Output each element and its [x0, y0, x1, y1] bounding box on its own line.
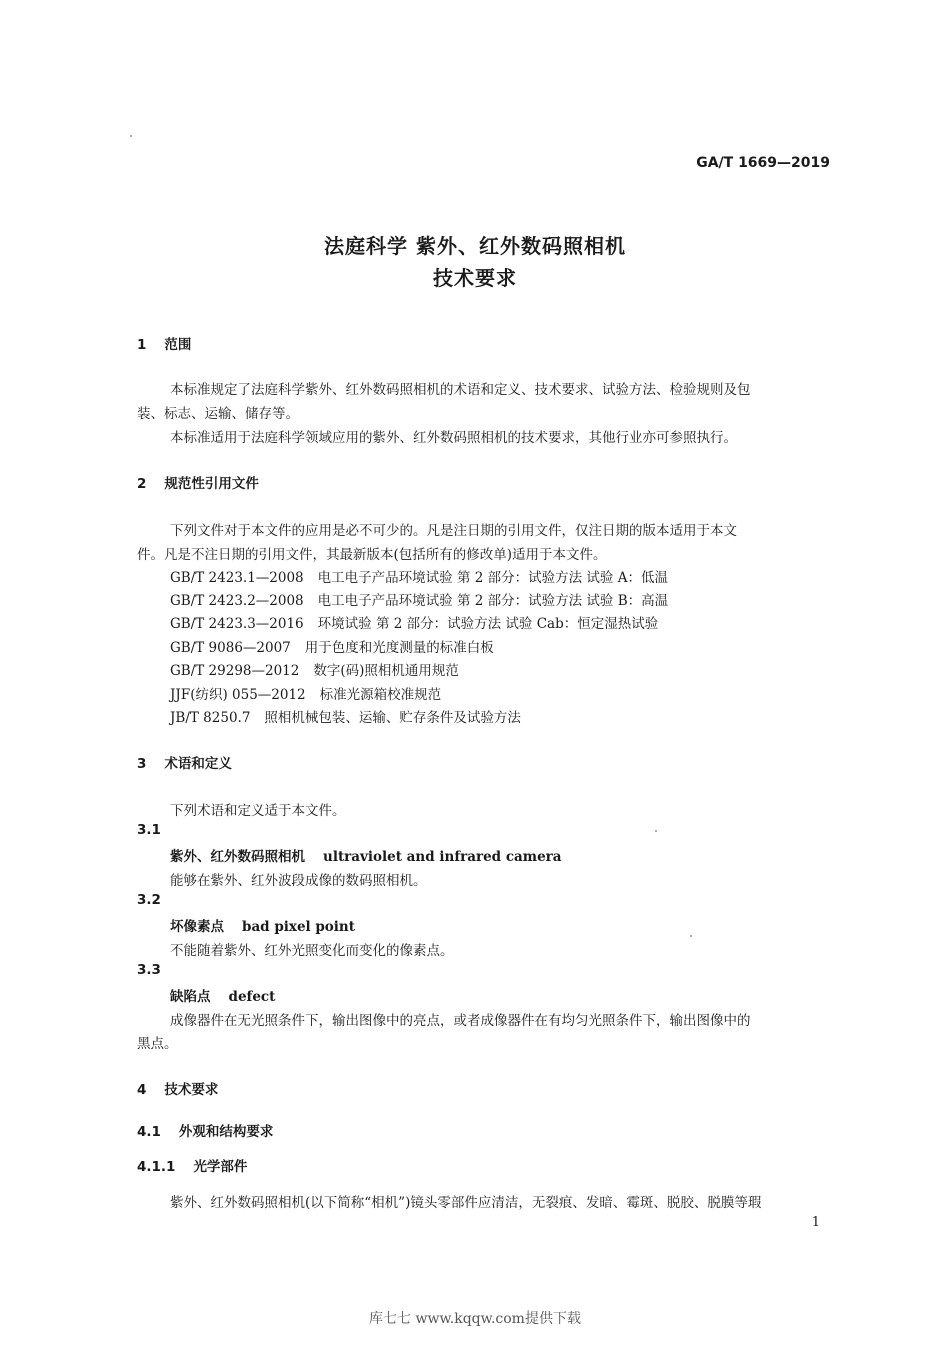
section-title: 外观和结构要求 — [178, 1124, 274, 1140]
subsection-4-1-1-heading — [137, 1155, 247, 1175]
section-title: 范围 — [164, 337, 192, 353]
section-number: 3 — [137, 756, 147, 772]
section-number: 4.1.1 — [137, 1159, 176, 1175]
term-number: 3.3 — [137, 962, 161, 978]
section-number: 2 — [137, 476, 147, 492]
term-number: 3.2 — [137, 892, 161, 908]
document-title-line1: 法庭科学 紫外、红外数码照相机 — [324, 234, 626, 258]
term-definition: 不能随着紫外、红外光照变化而变化的像素点。 — [170, 943, 454, 959]
reference-code: GB/T 2423.2—2008 — [170, 593, 304, 609]
s1-paragraph-2: 本标准适用于法庭科学领域应用的紫外、红外数码照相机的技术要求，其他行业亦可参照执行。 — [170, 430, 737, 446]
term-definition-a: 成像器件在无光照条件下，输出图像中的亮点，或者成像器件在有均匀光照条件下，输出图像中的 — [170, 1013, 751, 1029]
reference-item — [170, 612, 658, 632]
term-en: defect — [228, 989, 276, 1005]
s1-paragraph-1a: 本标准规定了法庭科学紫外、红外数码照相机的术语和定义、技术要求、试验方法、检验规则及包 — [170, 382, 751, 398]
s3-intro: 下列术语和定义适于本文件。 — [170, 803, 346, 819]
reference-item — [170, 589, 668, 609]
s2-paragraph-1b: 件。凡是不注日期的引用文件，其最新版本(包括所有的修改单)适用于本文件。 — [137, 547, 607, 563]
reference-title: 电工电子产品环境试验 第 2 部分：试验方法 试验 B：高温 — [317, 593, 669, 609]
term-heading — [170, 985, 275, 1005]
scan-speck — [655, 830, 657, 832]
document-title-line2: 技术要求 — [433, 266, 517, 290]
reference-code: GB/T 2423.1—2008 — [170, 570, 304, 586]
section-1-heading — [137, 333, 191, 353]
reference-title: 用于色度和光度测量的标准白板 — [304, 640, 494, 656]
term-number: 3.1 — [137, 822, 161, 838]
reference-title: 标准光源箱校准规范 — [319, 687, 442, 703]
term-definition-b: 黑点。 — [137, 1036, 178, 1052]
section-2-heading — [137, 472, 259, 492]
term-zh: 缺陷点 — [170, 989, 211, 1005]
reference-item — [170, 706, 521, 726]
section-title: 光学部件 — [193, 1159, 248, 1175]
term-heading — [170, 915, 355, 935]
reference-code: GB/T 2423.3—2016 — [170, 616, 304, 632]
s4-paragraph-1: 紫外、红外数码照相机(以下简称“相机”)镜头零部件应清洁，无裂痕、发暗、霉斑、脱胶、脱膜等瑕 — [170, 1195, 762, 1211]
section-title: 术语和定义 — [164, 756, 232, 772]
subsection-4-1-heading — [137, 1120, 273, 1140]
reference-item — [170, 566, 668, 586]
page-number: 1 — [811, 1215, 820, 1230]
scan-speck — [690, 935, 692, 937]
term-heading — [170, 845, 562, 865]
term-en: bad pixel point — [242, 919, 355, 935]
reference-title: 照相机械包装、运输、贮存条件及试验方法 — [264, 710, 521, 726]
reference-title: 数字(码)照相机通用规范 — [313, 663, 459, 679]
reference-title: 电工电子产品环境试验 第 2 部分：试验方法 试验 A：低温 — [317, 570, 668, 586]
s2-paragraph-1a: 下列文件对于本文件的应用是必不可少的。凡是注日期的引用文件，仅注日期的版本适用于本文 — [170, 523, 737, 539]
reference-title: 环境试验 第 2 部分：试验方法 试验 Cab：恒定湿热试验 — [317, 616, 659, 632]
reference-code: GB/T 29298—2012 — [170, 663, 300, 679]
reference-item — [170, 636, 494, 656]
section-3-heading — [137, 752, 232, 772]
section-number: 4 — [137, 1082, 147, 1098]
s1-paragraph-1b: 装、标志、运输、储存等。 — [137, 406, 299, 422]
section-number: 4.1 — [137, 1124, 161, 1140]
reference-item — [170, 683, 441, 703]
reference-item — [170, 659, 459, 679]
download-footer: 库七七 www.kqqw.com提供下载 — [369, 1311, 581, 1327]
term-zh: 坏像素点 — [170, 919, 224, 935]
standard-code: GA/T 1669—2019 — [696, 155, 830, 171]
reference-code: JJF(纺织) 055—2012 — [170, 687, 306, 703]
term-definition: 能够在紫外、红外波段成像的数码照相机。 — [170, 873, 427, 889]
reference-code: GB/T 9086—2007 — [170, 640, 291, 656]
reference-code: JB/T 8250.7 — [170, 710, 251, 726]
term-en: ultraviolet and infrared camera — [323, 849, 562, 865]
scan-speck — [130, 135, 132, 137]
section-title: 规范性引用文件 — [164, 476, 259, 492]
section-title: 技术要求 — [164, 1082, 219, 1098]
term-zh: 紫外、红外数码照相机 — [170, 849, 305, 865]
section-number: 1 — [137, 337, 147, 353]
section-4-heading — [137, 1078, 218, 1098]
